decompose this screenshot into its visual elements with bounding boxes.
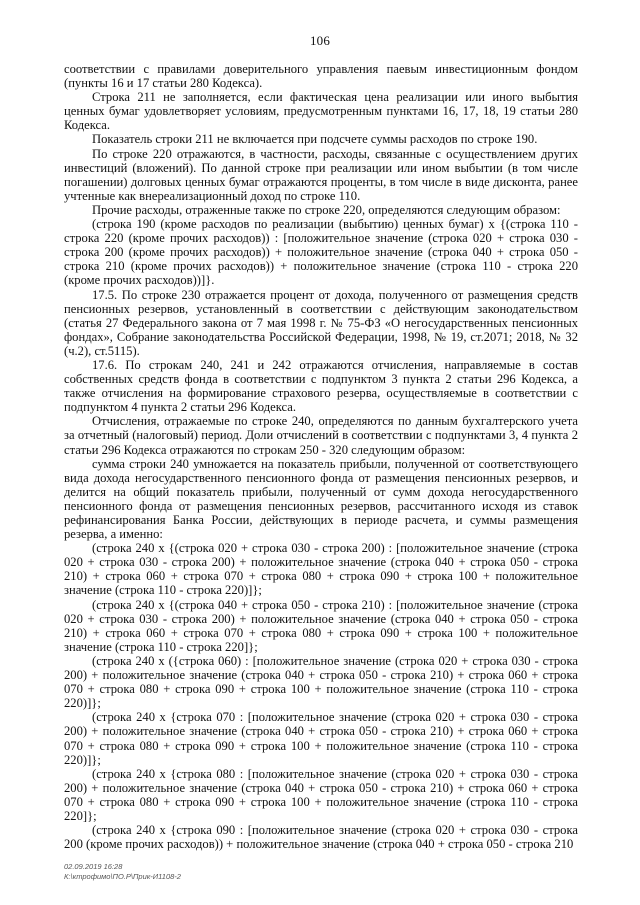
paragraph-17-6: 17.6. По строкам 240, 241 и 242 отражаются отчисления, направляемые в состав собственных средств фонда в соответствии с подпунктом 3 пункта 2 статьи 296 Кодекса, а также отчисления на формирование страхового резерва, осуществляемые в соответствии с подпунктом 4 пункта 2 статьи 296 Кодекса. (64, 357, 578, 415)
formula-line-240-d: (строка 240 x {строка 070 : [положительное значение (строка 020 + строка 030 - строка 200) + положительное значение (строка 040 + строка 050 - строка 210) + строка 060 + строка 070 + строка 080 + строка 090 + строка 100 + положительное значение (строка 110 - строка 220)]}; (64, 710, 578, 767)
paragraph-other-expenses: Прочие расходы, отраженные также по строке 220, определяются следующим образом: (92, 202, 561, 217)
paragraph-line-220: По строке 220 отражаются, в частности, расходы, связанные с осуществлением других инвестиций (вложений). По данной строке при реализации или ином выбытии (в том числе погашении) долговых ценных бумаг отражаются проценты, в том числе в виде дисконта, ранее учтенные как внереализационный доход по строке 110. (64, 146, 578, 203)
paragraph-line-240-method: сумма строки 240 умножается на показатель прибыли, полученной от соответствующего вида дохода негосударственного пенсионного фонда от размещения пенсионных резервов, и делится на общий показатель прибыли, полученный от сумм дохода негосударственного пенсионного фонда от размещения пенсионных резервов, рассчитанного исходя из ставок рефинансирования Банка России, действующих в периоде расчета, и суммы размещения резерва, а именно: (64, 456, 578, 542)
formula-line-240-f: (строка 240 x {строка 090 : [положительное значение (строка 020 + строка 030 - строка 200 (кроме прочих расходов)) + положительное значение (строка 040 + строка 050 - строка 210 (64, 823, 578, 852)
document-body (64, 62, 578, 851)
footer-document-code: К:\ктрофимо\ПО.Р\Прик-И1108-2 (64, 872, 181, 881)
formula-line-240-e: (строка 240 x {строка 080 : [положительное значение (строка 020 + строка 030 - строка 200) + положительное значение (строка 040 + строка 050 - строка 210) + строка 060 + строка 070 + строка 080 + строка 090 + строка 100 + положительное значение (строка 110 - строка 220]}; (64, 766, 578, 823)
paragraph-17-5: 17.5. По строке 230 отражается процент от дохода, полученного от размещения средств пенсионных резервов, установленный в соответствии с действующим законодательством (статья 27 Федерального закона от 7 мая 1998 г. № 75-ФЗ «О негосударственных пенсионных фондах», Собрание законодательства Российской Федерации, 1998, № 19, ст.2071; 2018, № 32 (ч.2), ст.5115). (64, 287, 578, 358)
page-number: 106 (309, 33, 331, 48)
formula-other-expenses: (строка 190 (кроме расходов по реализации (выбытию) ценных бумаг) x {(строка 110 - строка 220 (кроме прочих расходов)) : [положительное значение (строка 020 + строка 030 - строка 200 (кроме прочих расходов)) + положительное значение (строка 040 + строка 050 - строка 210 (кроме прочих расходов)) + положительное значение (строка 110 - строка 220 (кроме прочих расходов))]}. (64, 217, 578, 288)
paragraph-deductions: Отчисления, отражаемые по строке 240, определяются по данным бухгалтерского учета за отчетный (налоговый) период. Доли отчислений в соответствии с подпунктами 3, 4 пункта 2 статьи 296 Кодекса отражаются по строкам 250 - 320 следующим образом: (64, 414, 578, 457)
formula-line-240-b: (строка 240 x {(строка 040 + строка 050 - строка 210) : [положительное значение (строка 020 + строка 030 - строка 200) + положительное значение (строка 040 + строка 050 - строка 210) + строка 060 + строка 070 + строка 080 + строка 090 + строка 100 + положительное значение (строка 110 - строка 220]}; (64, 597, 578, 654)
formula-line-240-a: (строка 240 x {(строка 020 + строка 030 - строка 200) : [положительное значение (строка 020 + строка 030 - строка 200) + положительное значение (строка 040 + строка 050 - строка 210) + строка 060 + строка 070 + строка 080 + строка 090 + строка 100 + положительное значение (строка 110 - строка 220)]}; (64, 541, 578, 598)
paragraph-continuation: соответствии с правилами доверительного управления паевым инвестиционным фондом (пункты 16 и 17 статьи 280 Кодекса). (64, 62, 578, 91)
formula-line-240-c: (строка 240 x ({строка 060) : [положительное значение (строка 020 + строка 030 - строка 200) + положительное значение (строка 040 + строка 050 - строка 210) + строка 060 + строка 070 + строка 080 + строка 090 + строка 100 + положительное значение (строка 110 - строка 220)]}; (64, 653, 578, 711)
page-footer (64, 862, 181, 882)
paragraph-line-211: Строка 211 не заполняется, если фактическая цена реализации или иного выбытия ценных бумаг удовлетворяет условиям, предусмотренным пунктами 16, 17, 18, 19 статьи 280 Кодекса. (64, 90, 578, 133)
paragraph-line-211-exclusion: Показатель строки 211 не включается при подсчете суммы расходов по строке 190. (92, 132, 538, 147)
footer-timestamp: 02.09.2019 16:28 (64, 862, 123, 871)
